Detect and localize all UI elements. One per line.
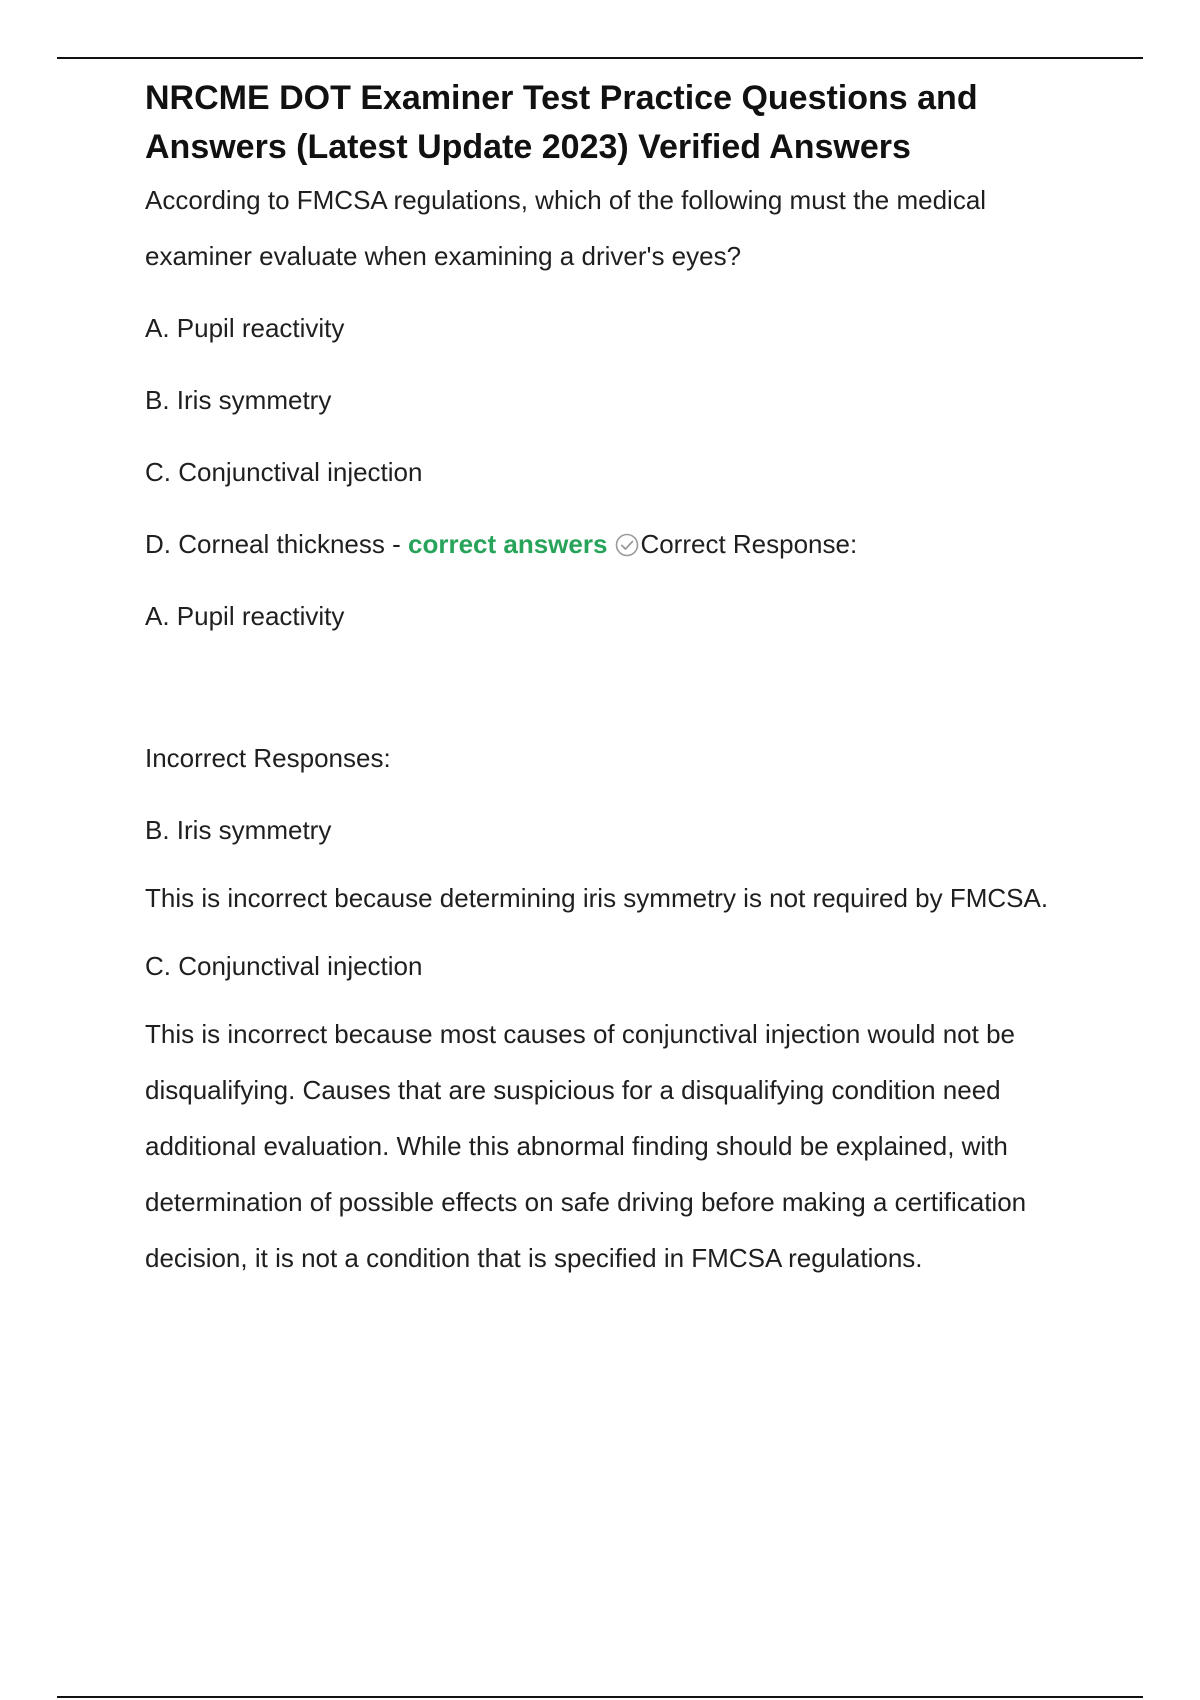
correct-answers-marker: correct answers [407, 529, 608, 559]
option-a: A. Pupil reactivity [145, 313, 345, 343]
incorrect-b-explanation: This is incorrect because determining iris symmetry is not required by FMCSA. [145, 883, 1049, 913]
incorrect-c-explanation: This is incorrect because most causes of conjunctival injection would not be disqualifying. Causes that are suspicious for a disqualifying condition need additional evaluation. While this abnormal finding should be explained, with determination of possible effects on safe driving before making a certification decision, it is not a condition that is specified in FMCSA regulations. [145, 1019, 1027, 1273]
option-d: D. Corneal thickness - [145, 529, 408, 559]
option-c: C. Conjunctival injection [145, 457, 423, 487]
document-body [145, 74, 1095, 1286]
incorrect-option-c: C. Conjunctival injection [145, 951, 423, 981]
incorrect-responses-label: Incorrect Responses: [145, 743, 391, 773]
check-circle-icon [615, 520, 639, 544]
incorrect-option-b: B. Iris symmetry [145, 815, 332, 845]
document-title: NRCME DOT Examiner Test Practice Questions and Answers (Latest Update 2023) Verified Answers [145, 79, 978, 166]
correct-response-label: Correct Response: [640, 529, 858, 559]
question-text: According to FMCSA regulations, which of the following must the medical examiner evaluate when examining a driver's eyes? [145, 185, 987, 271]
option-d-line [145, 516, 1095, 572]
correct-answer: A. Pupil reactivity [145, 601, 345, 631]
option-b: B. Iris symmetry [145, 385, 332, 415]
bottom-divider [57, 1696, 1143, 1698]
top-divider [57, 57, 1143, 59]
